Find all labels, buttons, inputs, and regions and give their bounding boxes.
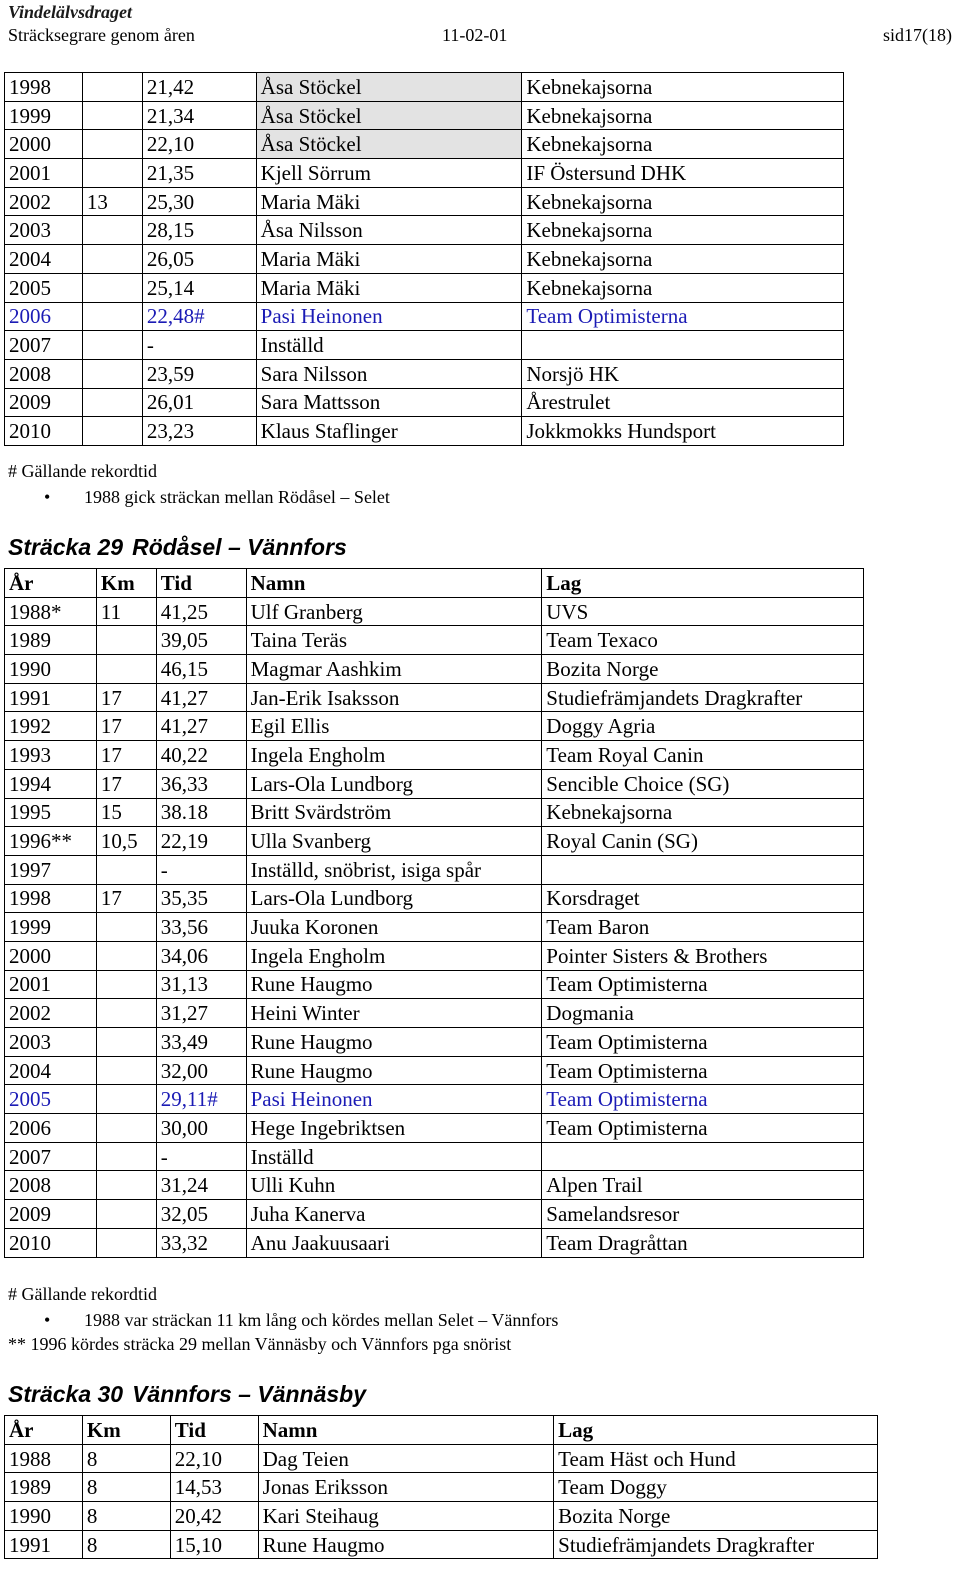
km-cell <box>96 855 156 884</box>
km-cell <box>82 359 142 388</box>
year-cell: 2003 <box>5 216 83 245</box>
name-cell: Jan-Erik Isaksson <box>246 683 542 712</box>
km-cell <box>96 655 156 684</box>
time-cell: 22,10 <box>142 130 256 159</box>
name-cell: Dag Teien <box>258 1444 554 1473</box>
name-cell: Ulf Granberg <box>246 597 542 626</box>
year-cell: 2007 <box>5 331 83 360</box>
team-cell: Team Optimisterna <box>542 1114 864 1143</box>
team-cell: Team Optimisterna <box>542 1056 864 1085</box>
km-cell <box>96 941 156 970</box>
name-cell: Jonas Eriksson <box>258 1473 554 1502</box>
name-cell: Lars-Ola Lundborg <box>246 884 542 913</box>
column-header: Km <box>82 1416 170 1445</box>
table-row <box>5 302 844 331</box>
table-row <box>5 626 864 655</box>
section-heading-29 <box>8 533 356 561</box>
name-cell: Ulla Svanberg <box>246 827 542 856</box>
name-cell: Inställd, snöbrist, isiga spår <box>246 855 542 884</box>
time-cell: 23,59 <box>142 359 256 388</box>
results-table-29 <box>4 568 864 1258</box>
name-cell: Åsa Stöckel <box>256 73 522 102</box>
year-cell: 2010 <box>5 1228 97 1257</box>
name-cell: Magmar Aashkim <box>246 655 542 684</box>
table-row <box>5 712 864 741</box>
km-cell <box>96 1085 156 1114</box>
km-cell <box>96 1114 156 1143</box>
km-cell: 17 <box>96 712 156 741</box>
results-table-28 <box>4 72 844 446</box>
name-cell: Maria Mäki <box>256 245 522 274</box>
column-header: Lag <box>542 569 864 598</box>
name-cell: Heini Winter <box>246 999 542 1028</box>
team-cell: UVS <box>542 597 864 626</box>
bullet-icon: • <box>44 1310 51 1330</box>
year-cell: 1992 <box>5 712 97 741</box>
table-row <box>5 769 864 798</box>
year-cell: 2006 <box>5 1114 97 1143</box>
team-cell: Team Optimisterna <box>522 302 844 331</box>
results-table-30 <box>4 1415 878 1559</box>
time-cell: 46,15 <box>156 655 246 684</box>
name-cell: Rune Haugmo <box>246 1028 542 1057</box>
km-cell: 17 <box>96 683 156 712</box>
team-cell: Team Häst och Hund <box>554 1444 878 1473</box>
time-cell: 32,05 <box>156 1200 246 1229</box>
name-cell: Ulli Kuhn <box>246 1171 542 1200</box>
section-name: Rödåsel – Vännfors <box>132 534 347 560</box>
table-row <box>5 999 864 1028</box>
footnote-1996: ** 1996 kördes sträcka 29 mellan Vännäsby och Vännfors pga snörist <box>8 1334 512 1354</box>
table-row <box>5 187 844 216</box>
year-cell: 1989 <box>5 1473 83 1502</box>
name-cell: Inställd <box>246 1142 542 1171</box>
team-cell: Kebnekajsorna <box>522 273 844 302</box>
km-cell <box>82 216 142 245</box>
km-cell <box>96 1171 156 1200</box>
table-row <box>5 1530 878 1559</box>
km-cell <box>82 302 142 331</box>
name-cell: Kjell Sörrum <box>256 159 522 188</box>
time-cell: 25,14 <box>142 273 256 302</box>
name-cell: Hege Ingebriktsen <box>246 1114 542 1143</box>
column-header: Km <box>96 569 156 598</box>
year-cell: 2008 <box>5 1171 97 1200</box>
table-row <box>5 683 864 712</box>
team-cell: Kebnekajsorna <box>522 245 844 274</box>
time-cell: 28,15 <box>142 216 256 245</box>
km-cell <box>96 970 156 999</box>
table-row <box>5 827 864 856</box>
year-cell: 1988* <box>5 597 97 626</box>
km-cell <box>82 388 142 417</box>
km-cell: 17 <box>96 769 156 798</box>
team-cell: Team Optimisterna <box>542 1028 864 1057</box>
year-cell: 1997 <box>5 855 97 884</box>
year-cell: 2004 <box>5 1056 97 1085</box>
year-cell: 1990 <box>5 1502 83 1531</box>
name-cell: Maria Mäki <box>256 187 522 216</box>
team-cell: Alpen Trail <box>542 1171 864 1200</box>
team-cell: Team Dragråttan <box>542 1228 864 1257</box>
table-row <box>5 130 844 159</box>
km-cell: 10,5 <box>96 827 156 856</box>
time-cell: 33,56 <box>156 913 246 942</box>
year-cell: 2008 <box>5 359 83 388</box>
section-name: Vännfors – Vännäsby <box>132 1381 367 1407</box>
year-cell: 1999 <box>5 913 97 942</box>
time-cell: 41,27 <box>156 683 246 712</box>
column-header: Tid <box>170 1416 258 1445</box>
team-cell: Studiefrämjandets Dragkrafter <box>542 683 864 712</box>
time-cell: 22,10 <box>170 1444 258 1473</box>
km-cell <box>82 273 142 302</box>
name-cell: Ingela Engholm <box>246 941 542 970</box>
name-cell: Anu Jaakuusaari <box>246 1228 542 1257</box>
time-cell: 33,32 <box>156 1228 246 1257</box>
year-cell: 1994 <box>5 769 97 798</box>
team-cell: Doggy Agria <box>542 712 864 741</box>
document-date: 11-02-01 <box>442 25 508 45</box>
team-cell: Kebnekajsorna <box>522 101 844 130</box>
time-cell: 33,49 <box>156 1028 246 1057</box>
team-cell: Royal Canin (SG) <box>542 827 864 856</box>
footnote-bullet <box>44 486 644 508</box>
column-header: Lag <box>554 1416 878 1445</box>
team-cell: Kebnekajsorna <box>522 73 844 102</box>
name-cell: Kari Steihaug <box>258 1502 554 1531</box>
team-cell: Korsdraget <box>542 884 864 913</box>
time-cell: 30,00 <box>156 1114 246 1143</box>
team-cell: Team Royal Canin <box>542 741 864 770</box>
km-cell <box>82 130 142 159</box>
year-cell: 2000 <box>5 941 97 970</box>
table-row <box>5 245 844 274</box>
km-cell <box>82 101 142 130</box>
time-cell: 36,33 <box>156 769 246 798</box>
table-row <box>5 941 864 970</box>
km-cell <box>82 159 142 188</box>
name-cell: Ingela Engholm <box>246 741 542 770</box>
km-cell <box>96 626 156 655</box>
table-row <box>5 1473 878 1502</box>
name-cell: Sara Mattsson <box>256 388 522 417</box>
km-cell: 8 <box>82 1444 170 1473</box>
column-header: Namn <box>258 1416 554 1445</box>
km-cell: 8 <box>82 1530 170 1559</box>
name-cell: Åsa Stöckel <box>256 130 522 159</box>
team-cell: Bozita Norge <box>554 1502 878 1531</box>
team-cell: Team Baron <box>542 913 864 942</box>
year-cell: 1990 <box>5 655 97 684</box>
section-heading-30 <box>8 1380 375 1408</box>
km-cell: 8 <box>82 1502 170 1531</box>
name-cell: Pasi Heinonen <box>256 302 522 331</box>
time-cell: 40,22 <box>156 741 246 770</box>
km-cell: 17 <box>96 741 156 770</box>
table-row <box>5 159 844 188</box>
km-cell: 11 <box>96 597 156 626</box>
table-row <box>5 655 864 684</box>
table-row <box>5 1228 864 1257</box>
name-cell: Juha Kanerva <box>246 1200 542 1229</box>
time-cell: 32,00 <box>156 1056 246 1085</box>
team-cell <box>522 331 844 360</box>
table-row <box>5 1142 864 1171</box>
time-cell: 38.18 <box>156 798 246 827</box>
km-cell <box>96 1228 156 1257</box>
header-line <box>8 24 952 48</box>
time-cell: 22,19 <box>156 827 246 856</box>
team-cell: Kebnekajsorna <box>522 130 844 159</box>
name-cell: Rune Haugmo <box>246 970 542 999</box>
record-note: # Gällande rekordtid <box>8 1284 157 1304</box>
time-cell: 31,27 <box>156 999 246 1028</box>
km-cell: 17 <box>96 884 156 913</box>
table-row <box>5 73 844 102</box>
name-cell: Maria Mäki <box>256 273 522 302</box>
name-cell: Åsa Stöckel <box>256 101 522 130</box>
time-cell: 29,11# <box>156 1085 246 1114</box>
year-cell: 1993 <box>5 741 97 770</box>
year-cell: 1991 <box>5 683 97 712</box>
team-cell: Samelandsresor <box>542 1200 864 1229</box>
table-row <box>5 1502 878 1531</box>
name-cell: Juuka Koronen <box>246 913 542 942</box>
year-cell: 2003 <box>5 1028 97 1057</box>
year-cell: 1999 <box>5 101 83 130</box>
year-cell: 2005 <box>5 273 83 302</box>
time-cell: 41,25 <box>156 597 246 626</box>
km-cell <box>96 999 156 1028</box>
time-cell: 21,35 <box>142 159 256 188</box>
name-cell: Britt Svärdström <box>246 798 542 827</box>
table-row <box>5 741 864 770</box>
table-header-row <box>5 1416 878 1445</box>
table-row <box>5 1028 864 1057</box>
name-cell: Sara Nilsson <box>256 359 522 388</box>
table-row <box>5 798 864 827</box>
time-cell: 31,24 <box>156 1171 246 1200</box>
table-row <box>5 273 844 302</box>
year-cell: 1988 <box>5 1444 83 1473</box>
km-cell <box>96 913 156 942</box>
table-row <box>5 855 864 884</box>
team-cell: Bozita Norge <box>542 655 864 684</box>
km-cell <box>82 73 142 102</box>
name-cell: Rune Haugmo <box>258 1530 554 1559</box>
time-cell: 25,30 <box>142 187 256 216</box>
name-cell: Lars-Ola Lundborg <box>246 769 542 798</box>
table-row <box>5 216 844 245</box>
year-cell: 2010 <box>5 417 83 446</box>
time-cell: 20,42 <box>170 1502 258 1531</box>
table-row <box>5 970 864 999</box>
km-cell: 13 <box>82 187 142 216</box>
year-cell: 1998 <box>5 73 83 102</box>
team-cell: Kebnekajsorna <box>542 798 864 827</box>
team-cell: Dogmania <box>542 999 864 1028</box>
year-cell: 2009 <box>5 1200 97 1229</box>
km-cell <box>96 1028 156 1057</box>
team-cell: Årestrulet <box>522 388 844 417</box>
column-header: Namn <box>246 569 542 598</box>
name-cell: Klaus Staflinger <box>256 417 522 446</box>
km-cell <box>82 417 142 446</box>
time-cell: - <box>156 855 246 884</box>
section-number: Sträcka 30 <box>8 1381 124 1407</box>
section-number: Sträcka 29 <box>8 534 124 560</box>
name-cell: Rune Haugmo <box>246 1056 542 1085</box>
time-cell: - <box>142 331 256 360</box>
team-cell: Pointer Sisters & Brothers <box>542 941 864 970</box>
table-row <box>5 359 844 388</box>
team-cell: Kebnekajsorna <box>522 187 844 216</box>
column-header: Tid <box>156 569 246 598</box>
footnote-bullet <box>44 1309 744 1331</box>
year-cell: 2006 <box>5 302 83 331</box>
year-cell: 2009 <box>5 388 83 417</box>
team-cell: Jokkmokks Hundsport <box>522 417 844 446</box>
year-cell: 2005 <box>5 1085 97 1114</box>
year-cell: 2002 <box>5 999 97 1028</box>
year-cell: 2002 <box>5 187 83 216</box>
time-cell: 21,34 <box>142 101 256 130</box>
year-cell: 1995 <box>5 798 97 827</box>
time-cell: 26,01 <box>142 388 256 417</box>
table-header-row <box>5 569 864 598</box>
name-cell: Pasi Heinonen <box>246 1085 542 1114</box>
km-cell <box>96 1056 156 1085</box>
footnote-text: 1988 var sträckan 11 km lång och kördes mellan Selet – Vännfors <box>84 1310 559 1330</box>
table-row <box>5 388 844 417</box>
page-header <box>8 0 952 48</box>
footnote-text: 1988 gick sträckan mellan Rödåsel – Selet <box>84 487 390 507</box>
time-cell: 14,53 <box>170 1473 258 1502</box>
table-row <box>5 597 864 626</box>
team-cell: Team Optimisterna <box>542 970 864 999</box>
team-cell: Kebnekajsorna <box>522 216 844 245</box>
year-cell: 1989 <box>5 626 97 655</box>
year-cell: 1998 <box>5 884 97 913</box>
team-cell: Team Doggy <box>554 1473 878 1502</box>
name-cell: Taina Teräs <box>246 626 542 655</box>
time-cell: 21,42 <box>142 73 256 102</box>
bullet-icon: • <box>44 487 51 507</box>
table-row <box>5 1200 864 1229</box>
page-number: sid17(18) <box>883 25 952 45</box>
team-cell: Norsjö HK <box>522 359 844 388</box>
table-row <box>5 913 864 942</box>
time-cell: 34,06 <box>156 941 246 970</box>
year-cell: 2004 <box>5 245 83 274</box>
time-cell: 41,27 <box>156 712 246 741</box>
name-cell: Inställd <box>256 331 522 360</box>
team-cell <box>542 1142 864 1171</box>
team-cell: Studiefrämjandets Dragkrafter <box>554 1530 878 1559</box>
table-row <box>5 1171 864 1200</box>
time-cell: 39,05 <box>156 626 246 655</box>
column-header: År <box>5 569 97 598</box>
year-cell: 2000 <box>5 130 83 159</box>
time-cell: 15,10 <box>170 1530 258 1559</box>
time-cell: 26,05 <box>142 245 256 274</box>
name-cell: Egil Ellis <box>246 712 542 741</box>
table-row <box>5 884 864 913</box>
km-cell: 8 <box>82 1473 170 1502</box>
km-cell <box>82 331 142 360</box>
year-cell: 2007 <box>5 1142 97 1171</box>
table-row <box>5 1056 864 1085</box>
table-row <box>5 331 844 360</box>
km-cell <box>96 1142 156 1171</box>
document-subtitle: Sträcksegrare genom åren <box>8 25 195 45</box>
time-cell: 23,23 <box>142 417 256 446</box>
year-cell: 1991 <box>5 1530 83 1559</box>
km-cell: 15 <box>96 798 156 827</box>
team-cell: Team Texaco <box>542 626 864 655</box>
table-row <box>5 1444 878 1473</box>
year-cell: 2001 <box>5 159 83 188</box>
km-cell <box>82 245 142 274</box>
team-cell <box>542 855 864 884</box>
column-header: År <box>5 1416 83 1445</box>
table-row <box>5 1114 864 1143</box>
time-cell: - <box>156 1142 246 1171</box>
table-row <box>5 1085 864 1114</box>
time-cell: 22,48# <box>142 302 256 331</box>
name-cell: Åsa Nilsson <box>256 216 522 245</box>
table-row <box>5 101 844 130</box>
record-note: # Gällande rekordtid <box>8 461 157 481</box>
year-cell: 2001 <box>5 970 97 999</box>
table-row <box>5 417 844 446</box>
team-cell: Sencible Choice (SG) <box>542 769 864 798</box>
time-cell: 35,35 <box>156 884 246 913</box>
team-cell: Team Optimisterna <box>542 1085 864 1114</box>
year-cell: 1996** <box>5 827 97 856</box>
km-cell <box>96 1200 156 1229</box>
document-title: Vindelälvsdraget <box>8 2 133 22</box>
time-cell: 31,13 <box>156 970 246 999</box>
team-cell: IF Östersund DHK <box>522 159 844 188</box>
